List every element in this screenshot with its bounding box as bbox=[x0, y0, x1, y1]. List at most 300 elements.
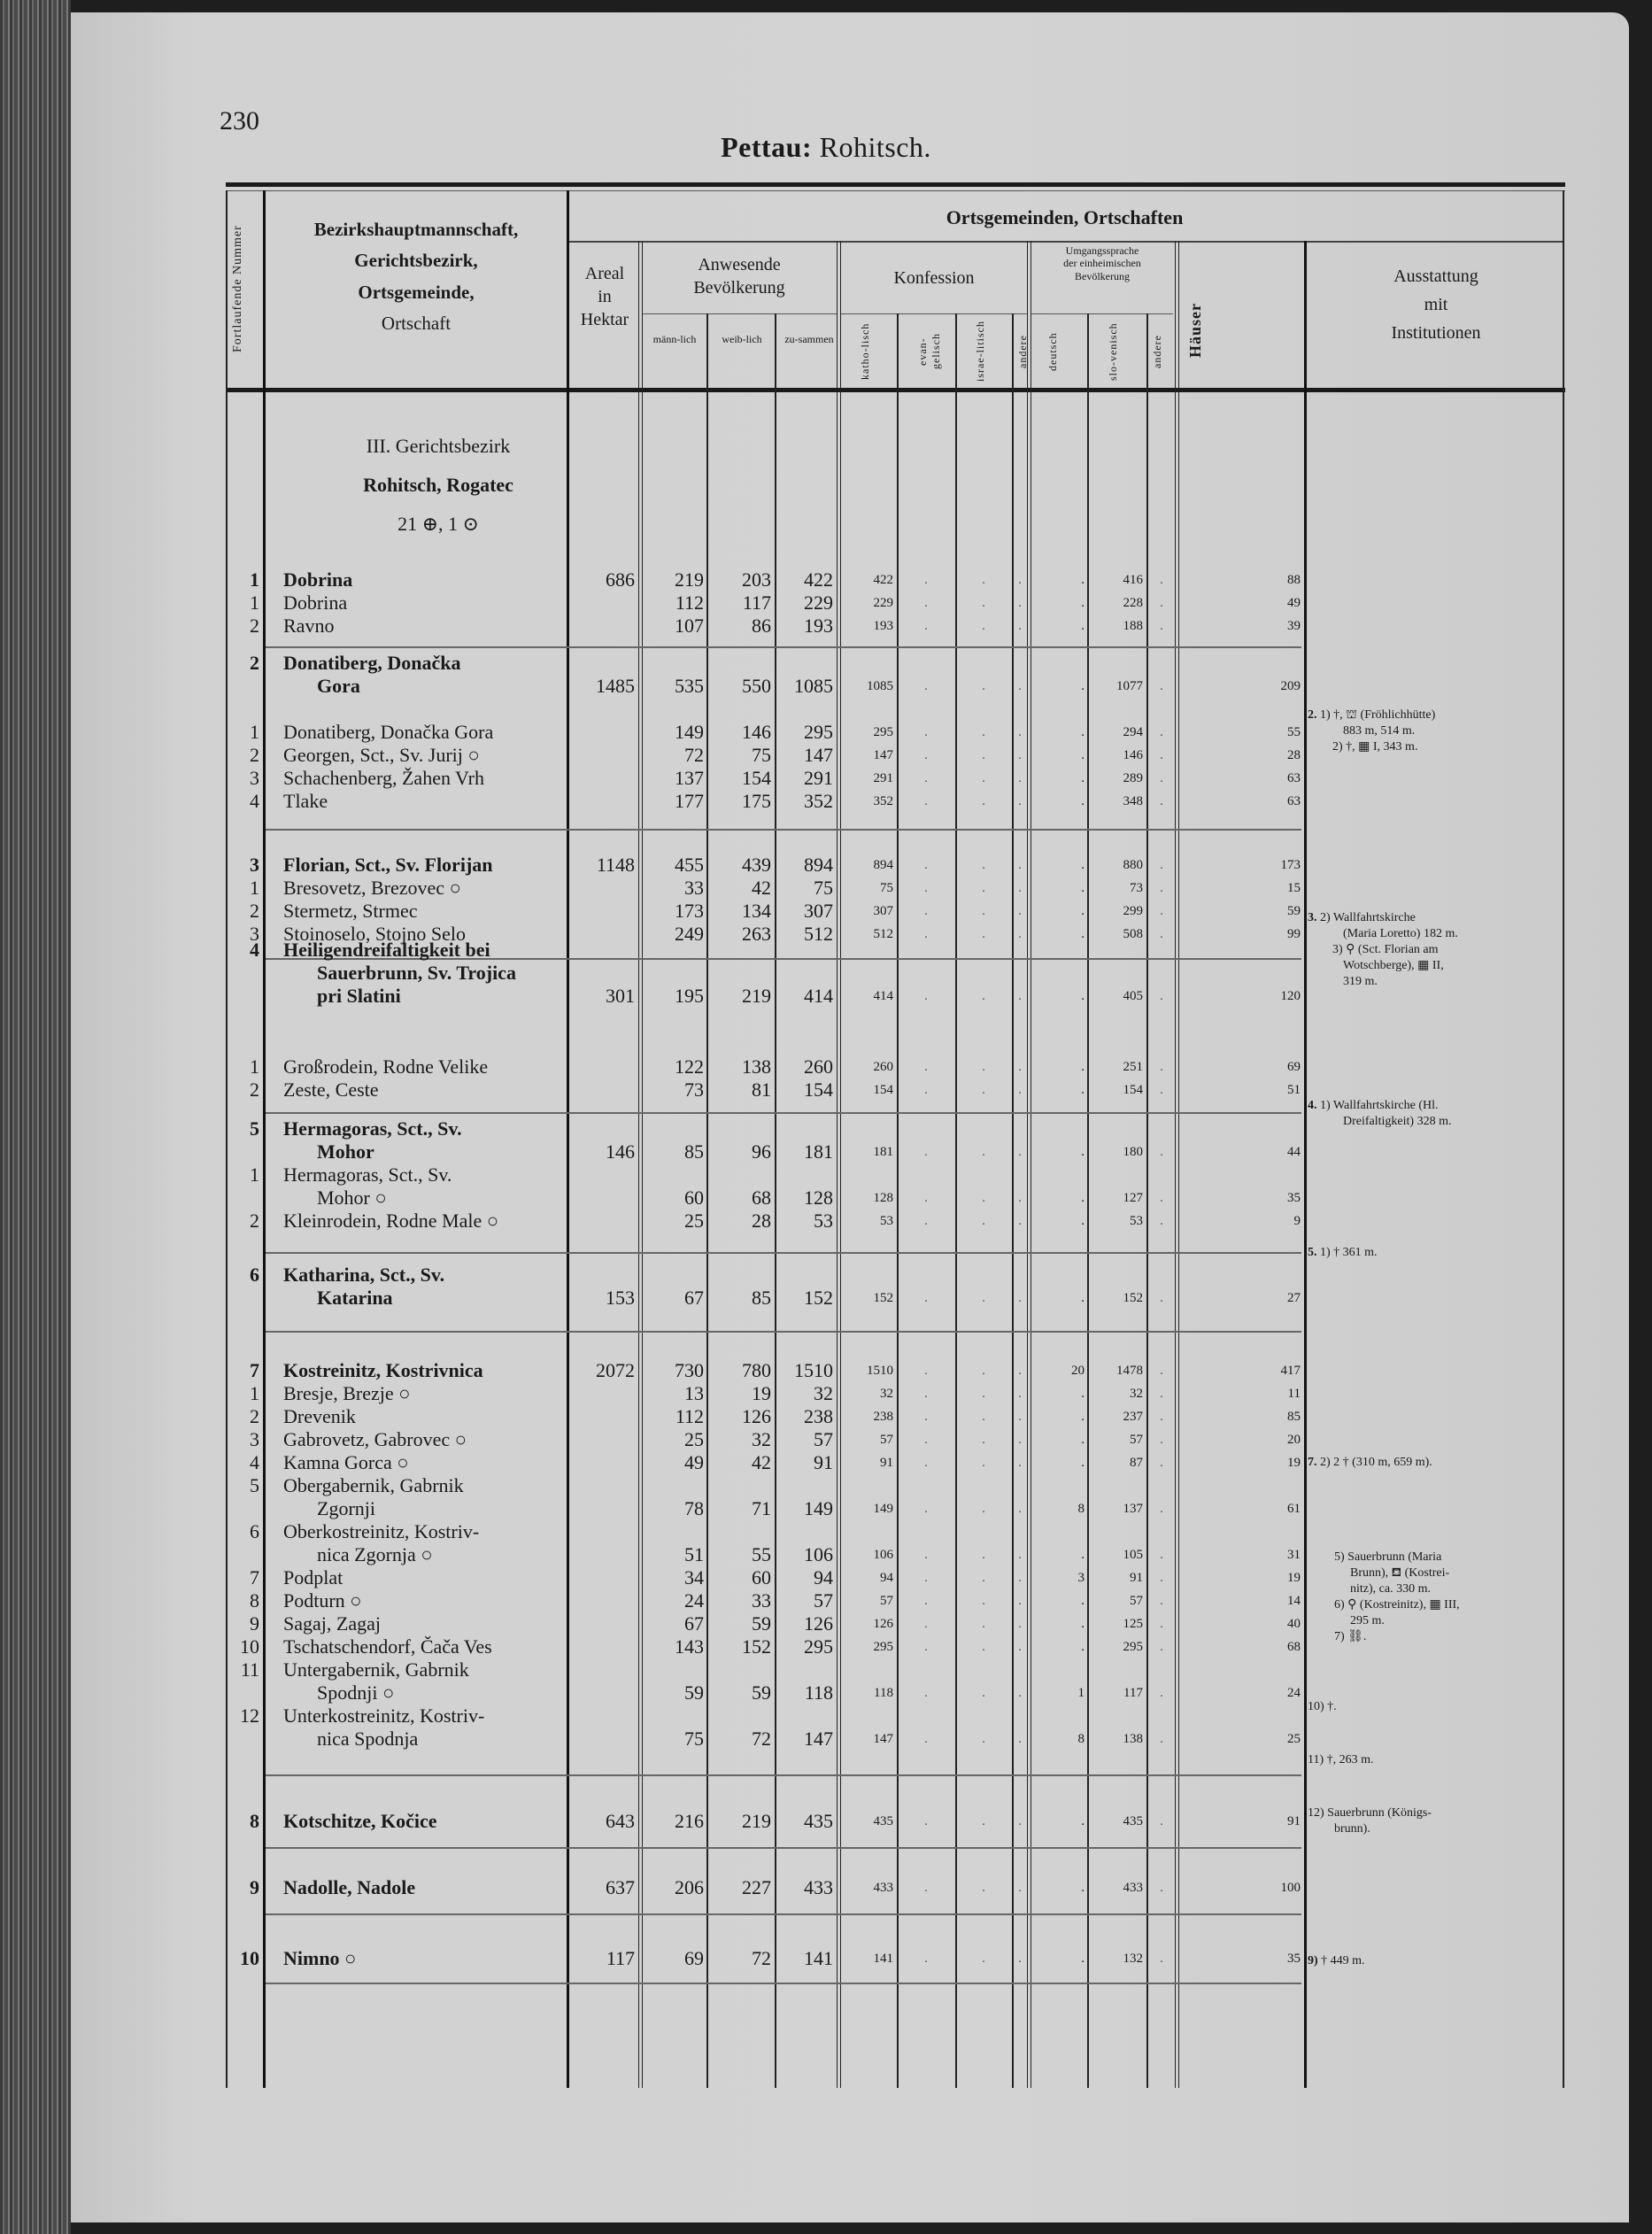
row-name-line: Ravno bbox=[283, 615, 335, 637]
cell-kath: 435 bbox=[873, 1814, 893, 1828]
cell-isr: . bbox=[982, 1952, 985, 1966]
cell-slo: 880 bbox=[1123, 858, 1143, 872]
row-name bbox=[283, 591, 575, 615]
cell-slo: 433 bbox=[1123, 1881, 1143, 1895]
cell-de: . bbox=[1081, 1640, 1085, 1654]
row-name bbox=[283, 1405, 575, 1428]
cell-kath: 149 bbox=[873, 1502, 893, 1516]
row-name-line: Kleinrodein, Rodne Male ○ bbox=[283, 1210, 499, 1232]
col-header-weiblich: weib-lich bbox=[722, 333, 762, 345]
note-3 bbox=[1308, 910, 1564, 990]
cell-de: . bbox=[1081, 1952, 1085, 1966]
cell-and: . bbox=[1018, 1214, 1022, 1228]
cell-slo: 295 bbox=[1123, 1640, 1143, 1654]
cell-ev: . bbox=[924, 748, 928, 762]
cell-h: 51 bbox=[1287, 1083, 1301, 1097]
cell-slo: 180 bbox=[1123, 1145, 1143, 1159]
cell-de: 20 bbox=[1071, 1364, 1085, 1378]
cell-z: 154 bbox=[804, 1078, 833, 1101]
cell-isr: . bbox=[982, 619, 985, 633]
cell-isr: . bbox=[982, 771, 985, 785]
note-5-lead: 5. bbox=[1308, 1246, 1317, 1259]
row-name-line: Stoinoselo, Stojno Selo bbox=[283, 923, 466, 945]
row-number: 6 bbox=[250, 1264, 259, 1286]
row-number: 1 bbox=[250, 721, 259, 743]
cell-m: 13 bbox=[684, 1382, 704, 1404]
cell-ev: . bbox=[924, 1571, 928, 1585]
cell-z: 512 bbox=[804, 923, 833, 945]
cell-de: . bbox=[1081, 927, 1085, 941]
row-name bbox=[283, 1704, 575, 1751]
row-name-line: Zeste, Ceste bbox=[283, 1078, 379, 1101]
cell-w: 203 bbox=[742, 568, 771, 591]
cell-kath: 238 bbox=[873, 1410, 893, 1424]
cell-w: 59 bbox=[752, 1681, 771, 1704]
cell-sand: . bbox=[1160, 1594, 1163, 1608]
cell-de: . bbox=[1081, 1191, 1085, 1205]
cell-slo: 299 bbox=[1123, 904, 1143, 918]
cell-slo: 125 bbox=[1123, 1617, 1143, 1631]
cell-w: 60 bbox=[752, 1566, 771, 1589]
cell-m: 137 bbox=[675, 767, 704, 789]
cell-isr: . bbox=[982, 1291, 985, 1305]
cell-areal: 117 bbox=[606, 1947, 635, 1969]
cell-w: 152 bbox=[742, 1635, 771, 1658]
note-7-l1: 2) 2 † (310 m, 659 m). bbox=[1320, 1456, 1432, 1469]
row-name-line: Katarina bbox=[317, 1287, 393, 1309]
cell-sand: . bbox=[1160, 1732, 1163, 1746]
row-name-line: Bresovetz, Brezovec ○ bbox=[283, 877, 461, 899]
cell-m: 25 bbox=[684, 1428, 704, 1450]
row-separator bbox=[266, 1252, 1301, 1254]
cell-kath: 32 bbox=[880, 1387, 893, 1401]
cell-ev: . bbox=[924, 1548, 928, 1562]
note-4-l1: 1) Wallfahrtskirche (Hl. bbox=[1320, 1099, 1439, 1112]
cell-de: . bbox=[1081, 1548, 1085, 1562]
cell-ev: . bbox=[924, 1881, 928, 1895]
note-3-l4: Wotschberge), ▦ II, bbox=[1343, 959, 1444, 972]
row-name bbox=[283, 1876, 575, 1899]
cell-m: 60 bbox=[684, 1187, 704, 1209]
row-name-line: Zgornji bbox=[317, 1497, 375, 1519]
cell-kath: 291 bbox=[873, 771, 893, 785]
row-name bbox=[283, 721, 575, 744]
cell-isr: . bbox=[982, 1640, 985, 1654]
cell-areal: 637 bbox=[606, 1876, 635, 1898]
section-line-1: III. Gerichtsbezirk bbox=[366, 435, 511, 457]
note-3-l5: 319 m. bbox=[1343, 975, 1378, 988]
row-name-line: Spodnji ○ bbox=[317, 1681, 395, 1704]
cell-ev: . bbox=[924, 881, 928, 895]
cell-slo: 57 bbox=[1130, 1433, 1143, 1447]
cell-w: 439 bbox=[742, 854, 771, 876]
cell-m: 72 bbox=[684, 744, 704, 766]
cell-isr: . bbox=[982, 1571, 985, 1585]
running-head bbox=[0, 131, 1652, 164]
cell-m: 73 bbox=[684, 1078, 704, 1101]
cell-m: 67 bbox=[684, 1287, 704, 1309]
row-number: 2 bbox=[250, 615, 259, 637]
cell-w: 126 bbox=[742, 1405, 771, 1427]
row-name-line: Mohor ○ bbox=[317, 1187, 387, 1209]
cell-h: 63 bbox=[1287, 794, 1301, 808]
cell-m: 535 bbox=[675, 675, 704, 697]
row-name-line: Dobrina bbox=[283, 568, 353, 591]
row-number: 1 bbox=[250, 877, 259, 899]
cell-w: 227 bbox=[742, 1876, 771, 1898]
cell-w: 72 bbox=[752, 1728, 771, 1750]
cell-w: 219 bbox=[742, 985, 771, 1007]
cell-sand: . bbox=[1160, 1640, 1163, 1654]
cell-ev: . bbox=[924, 1145, 928, 1159]
cell-and: . bbox=[1018, 1548, 1022, 1562]
cell-m: 107 bbox=[675, 615, 704, 637]
row-number: 8 bbox=[250, 1589, 259, 1612]
cell-h: 19 bbox=[1287, 1456, 1301, 1470]
cell-ev: . bbox=[924, 1291, 928, 1305]
note-4-lead: 4. bbox=[1308, 1099, 1317, 1112]
cell-w: 68 bbox=[752, 1187, 771, 1209]
row-name-line: Obergabernik, Gabrnik bbox=[283, 1474, 464, 1496]
cell-ev: . bbox=[924, 679, 928, 693]
cell-w: 72 bbox=[752, 1947, 771, 1969]
cell-isr: . bbox=[982, 1502, 985, 1516]
cell-z: 126 bbox=[804, 1612, 833, 1635]
vline-sprache bbox=[1175, 241, 1179, 2088]
note-9-l1: † 449 m. bbox=[1321, 1954, 1365, 1967]
note-5-l1: 1) † 361 m. bbox=[1320, 1246, 1378, 1259]
cell-m: 112 bbox=[675, 1405, 704, 1427]
cell-z: 32 bbox=[814, 1382, 833, 1404]
cell-h: 69 bbox=[1287, 1060, 1301, 1074]
cell-ev: . bbox=[924, 904, 928, 918]
cell-slo: 138 bbox=[1123, 1732, 1143, 1746]
row-name-line: Katharina, Sct., Sv. bbox=[283, 1264, 445, 1286]
cell-kath: 57 bbox=[880, 1433, 893, 1447]
cell-kath: 295 bbox=[873, 725, 893, 739]
cell-h: 91 bbox=[1287, 1814, 1301, 1828]
cell-isr: . bbox=[982, 1881, 985, 1895]
cell-w: 263 bbox=[742, 923, 771, 945]
cell-z: 352 bbox=[804, 790, 833, 812]
row-name bbox=[283, 1451, 575, 1474]
cell-h: 35 bbox=[1287, 1952, 1301, 1966]
konf-rule bbox=[841, 313, 1027, 314]
cell-slo: 127 bbox=[1123, 1191, 1143, 1205]
note-4-l2: Dreifaltigkeit) 328 m. bbox=[1343, 1115, 1452, 1128]
cell-sand: . bbox=[1160, 1571, 1163, 1585]
cell-sand: . bbox=[1160, 1387, 1163, 1401]
cell-sand: . bbox=[1160, 1060, 1163, 1074]
cell-m: 206 bbox=[675, 1876, 704, 1898]
cell-ev: . bbox=[924, 1617, 928, 1631]
cell-sand: . bbox=[1160, 858, 1163, 872]
ausst-l2: mit bbox=[1424, 295, 1448, 314]
cell-and: . bbox=[1018, 1502, 1022, 1516]
cell-w: 780 bbox=[742, 1359, 771, 1381]
cell-sand: . bbox=[1160, 619, 1163, 633]
note-3-l1: 2) Wallfahrtskirche bbox=[1320, 911, 1416, 924]
book-binding bbox=[0, 0, 71, 2234]
cell-m: 51 bbox=[684, 1543, 704, 1565]
row-separator bbox=[266, 1983, 1301, 1984]
cell-kath: 260 bbox=[873, 1060, 893, 1074]
cell-sand: . bbox=[1160, 1214, 1163, 1228]
row-number: 1 bbox=[250, 1055, 259, 1078]
cell-h: 85 bbox=[1287, 1410, 1301, 1424]
cell-m: 85 bbox=[684, 1140, 704, 1163]
cell-z: 57 bbox=[814, 1589, 833, 1612]
row-number: 2 bbox=[250, 1405, 259, 1427]
cell-z: 229 bbox=[804, 591, 833, 614]
cell-ev: . bbox=[924, 1410, 928, 1424]
note-7b-l1: 5) Sauerbrunn (Maria bbox=[1334, 1550, 1442, 1564]
cell-slo: 251 bbox=[1123, 1060, 1143, 1074]
row-number: 1 bbox=[250, 591, 259, 614]
note-3-l2: (Maria Loretto) 182 m. bbox=[1343, 927, 1458, 940]
cell-areal: 1485 bbox=[596, 675, 635, 697]
cell-z: 181 bbox=[804, 1140, 833, 1163]
cell-z: 295 bbox=[804, 721, 833, 743]
cell-kath: 352 bbox=[873, 794, 893, 808]
cell-m: 69 bbox=[684, 1947, 704, 1969]
cell-ev: . bbox=[924, 596, 928, 610]
cell-slo: 146 bbox=[1123, 748, 1143, 762]
cell-areal: 2072 bbox=[596, 1359, 635, 1381]
row-number: 1 bbox=[250, 1382, 259, 1404]
cell-h: 55 bbox=[1287, 725, 1301, 739]
cell-ev: . bbox=[924, 1387, 928, 1401]
cell-de: . bbox=[1081, 904, 1085, 918]
cell-slo: 348 bbox=[1123, 794, 1143, 808]
row-name-line: Florian, Sct., Sv. Florijan bbox=[283, 854, 493, 876]
cell-slo: 117 bbox=[1123, 1686, 1143, 1700]
sprache-l1: Umgangssprache bbox=[1065, 244, 1139, 257]
cell-sand: . bbox=[1160, 771, 1163, 785]
note-7b-l5: 295 m. bbox=[1350, 1614, 1385, 1627]
cell-h: 61 bbox=[1287, 1502, 1301, 1516]
cell-and: . bbox=[1018, 1952, 1022, 1966]
cell-and: . bbox=[1018, 1291, 1022, 1305]
cell-h: 20 bbox=[1287, 1433, 1301, 1447]
cell-m: 143 bbox=[675, 1635, 704, 1658]
cell-z: 94 bbox=[814, 1566, 833, 1589]
cell-z: 53 bbox=[814, 1210, 833, 1232]
cell-sand: . bbox=[1160, 1433, 1163, 1447]
vline-z bbox=[837, 241, 841, 2088]
top-rule-thin bbox=[226, 190, 1565, 191]
cell-isr: . bbox=[982, 1387, 985, 1401]
row-number: 4 bbox=[250, 790, 259, 812]
note-2-l2: 883 m, 514 m. bbox=[1343, 724, 1416, 738]
cell-m: 67 bbox=[684, 1612, 704, 1635]
cell-de: . bbox=[1081, 596, 1085, 610]
cell-h: 27 bbox=[1287, 1291, 1301, 1305]
cell-ev: . bbox=[924, 1191, 928, 1205]
cell-and: . bbox=[1018, 1145, 1022, 1159]
cell-slo: 73 bbox=[1130, 881, 1143, 895]
cell-kath: 106 bbox=[873, 1548, 893, 1562]
cell-slo: 294 bbox=[1123, 725, 1143, 739]
cell-m: 730 bbox=[675, 1359, 704, 1381]
cell-ev: . bbox=[924, 858, 928, 872]
cell-slo: 508 bbox=[1123, 927, 1143, 941]
cell-z: 152 bbox=[804, 1287, 833, 1309]
cell-z: 1085 bbox=[794, 675, 833, 697]
cell-h: 19 bbox=[1287, 1571, 1301, 1585]
cell-sand: . bbox=[1160, 1686, 1163, 1700]
cell-areal: 643 bbox=[606, 1810, 635, 1832]
row-name bbox=[283, 652, 575, 698]
cell-w: 85 bbox=[752, 1287, 771, 1309]
row-number: 10 bbox=[240, 1947, 259, 1969]
row-name-line: Kostreinitz, Kostrivnica bbox=[283, 1359, 483, 1381]
row-separator bbox=[266, 1913, 1301, 1915]
cell-kath: 141 bbox=[873, 1952, 893, 1966]
col-header-konfession: Konfession bbox=[893, 268, 975, 288]
cell-m: 149 bbox=[675, 721, 704, 743]
cell-m: 34 bbox=[684, 1566, 704, 1589]
cell-de: 3 bbox=[1077, 1571, 1085, 1585]
cell-sand: . bbox=[1160, 596, 1163, 610]
cell-sand: . bbox=[1160, 573, 1163, 587]
cell-kath: 118 bbox=[874, 1686, 893, 1700]
cell-isr: . bbox=[982, 1732, 985, 1746]
cell-sand: . bbox=[1160, 927, 1163, 941]
col-header-slovenisch: slo-venisch bbox=[1107, 322, 1119, 381]
cell-areal: 1148 bbox=[596, 854, 635, 876]
row-name-line: Gabrovetz, Gabrovec ○ bbox=[283, 1428, 467, 1450]
cell-ev: . bbox=[924, 619, 928, 633]
cell-m: 25 bbox=[684, 1210, 704, 1232]
section-line-2: Rohitsch, Rogatec bbox=[363, 474, 513, 496]
cell-isr: . bbox=[982, 927, 985, 941]
row-name-line: Oberkostreinitz, Kostriv- bbox=[283, 1520, 480, 1542]
cell-sand: . bbox=[1160, 1952, 1163, 1966]
cell-slo: 188 bbox=[1123, 619, 1143, 633]
cell-ev: . bbox=[924, 794, 928, 808]
cell-de: 8 bbox=[1077, 1502, 1085, 1516]
cell-ev: . bbox=[924, 1502, 928, 1516]
row-name bbox=[283, 767, 575, 790]
cell-isr: . bbox=[982, 989, 985, 1003]
cell-m: 75 bbox=[684, 1728, 704, 1750]
running-head-subdistrict: Rohitsch. bbox=[819, 131, 931, 163]
cell-de: . bbox=[1081, 771, 1085, 785]
cell-ev: . bbox=[924, 771, 928, 785]
cell-w: 32 bbox=[752, 1428, 771, 1450]
cell-kath: 154 bbox=[873, 1083, 893, 1097]
row-separator bbox=[266, 1112, 1301, 1114]
note-7c: 10) †. bbox=[1308, 1700, 1337, 1713]
cell-isr: . bbox=[982, 881, 985, 895]
cell-w: 175 bbox=[742, 790, 771, 812]
cell-h: 25 bbox=[1287, 1732, 1301, 1746]
cell-m: 195 bbox=[675, 985, 704, 1007]
row-number: 2 bbox=[250, 1078, 259, 1101]
cell-h: 15 bbox=[1287, 881, 1301, 895]
cell-z: 433 bbox=[804, 1876, 833, 1898]
row-number: 3 bbox=[250, 1428, 259, 1450]
cell-kath: 414 bbox=[873, 989, 893, 1003]
cell-sand: . bbox=[1160, 1145, 1163, 1159]
cell-kath: 894 bbox=[873, 858, 893, 872]
cell-de: . bbox=[1081, 1083, 1085, 1097]
cell-m: 455 bbox=[675, 854, 704, 876]
cell-slo: 154 bbox=[1123, 1083, 1143, 1097]
cell-isr: . bbox=[982, 1214, 985, 1228]
cell-kath: 229 bbox=[873, 596, 893, 610]
cell-w: 134 bbox=[742, 900, 771, 922]
note-9 bbox=[1308, 1953, 1564, 1969]
cell-w: 219 bbox=[742, 1810, 771, 1832]
cell-z: 91 bbox=[814, 1451, 833, 1473]
cell-sand: . bbox=[1160, 1502, 1163, 1516]
page-number: 230 bbox=[220, 106, 259, 135]
cell-kath: 147 bbox=[873, 1732, 893, 1746]
cell-and: . bbox=[1018, 1083, 1022, 1097]
row-name-line: Schachenberg, Žahen Vrh bbox=[283, 767, 484, 789]
cell-h: 173 bbox=[1280, 858, 1301, 872]
cell-sand: . bbox=[1160, 881, 1163, 895]
col-header-name-4: Ortschaft bbox=[381, 312, 452, 334]
cell-z: 147 bbox=[804, 1728, 833, 1750]
cell-h: 24 bbox=[1287, 1686, 1301, 1700]
cell-h: 9 bbox=[1293, 1214, 1301, 1228]
row-name-line: nica Zgornja ○ bbox=[317, 1543, 433, 1565]
cell-ev: . bbox=[924, 1814, 928, 1828]
note-2-lead: 2. bbox=[1308, 708, 1317, 722]
row-name-line: Stermetz, Strmec bbox=[283, 900, 418, 922]
cell-and: . bbox=[1018, 573, 1022, 587]
areal-l2: in bbox=[598, 287, 612, 306]
cell-and: . bbox=[1018, 748, 1022, 762]
cell-isr: . bbox=[982, 1145, 985, 1159]
cell-m: 177 bbox=[675, 790, 704, 812]
group-title: Ortsgemeinden, Ortschaften bbox=[946, 206, 1184, 228]
cell-kath: 181 bbox=[873, 1145, 893, 1159]
cell-sand: . bbox=[1160, 1191, 1163, 1205]
cell-de: . bbox=[1081, 1145, 1085, 1159]
cell-z: 118 bbox=[804, 1681, 833, 1704]
col-header-name-1: Bezirkshauptmannschaft, bbox=[313, 219, 519, 240]
row-name bbox=[283, 1210, 575, 1233]
row-name-line: Drevenik bbox=[283, 1405, 356, 1427]
cell-kath: 57 bbox=[880, 1594, 893, 1608]
cell-z: 193 bbox=[804, 615, 833, 637]
cell-ev: . bbox=[924, 1083, 928, 1097]
cell-kath: 94 bbox=[880, 1571, 893, 1585]
cell-areal: 153 bbox=[606, 1287, 635, 1309]
row-name bbox=[283, 939, 575, 1008]
note-7b-l2: Brunn), ⛾ (Kostrei- bbox=[1350, 1566, 1450, 1580]
running-head-district: Pettau: bbox=[721, 131, 813, 163]
cell-z: 147 bbox=[804, 744, 833, 766]
row-name-line: Heiligendreifaltigkeit bei bbox=[283, 939, 490, 961]
cell-ev: . bbox=[924, 1060, 928, 1074]
col-header-sprache bbox=[1031, 244, 1173, 282]
cell-z: 422 bbox=[804, 568, 833, 591]
note-4 bbox=[1308, 1098, 1564, 1130]
cell-m: 24 bbox=[684, 1589, 704, 1612]
note-3-l3: 3) ⚲ (Sct. Florian am bbox=[1332, 943, 1439, 956]
row-number: 1 bbox=[250, 1163, 259, 1186]
cell-isr: . bbox=[982, 1548, 985, 1562]
row-name-line: Dobrina bbox=[283, 591, 348, 614]
row-name-line: Tlake bbox=[283, 790, 328, 812]
cell-and: . bbox=[1018, 1571, 1022, 1585]
cell-kath: 1085 bbox=[867, 679, 893, 693]
